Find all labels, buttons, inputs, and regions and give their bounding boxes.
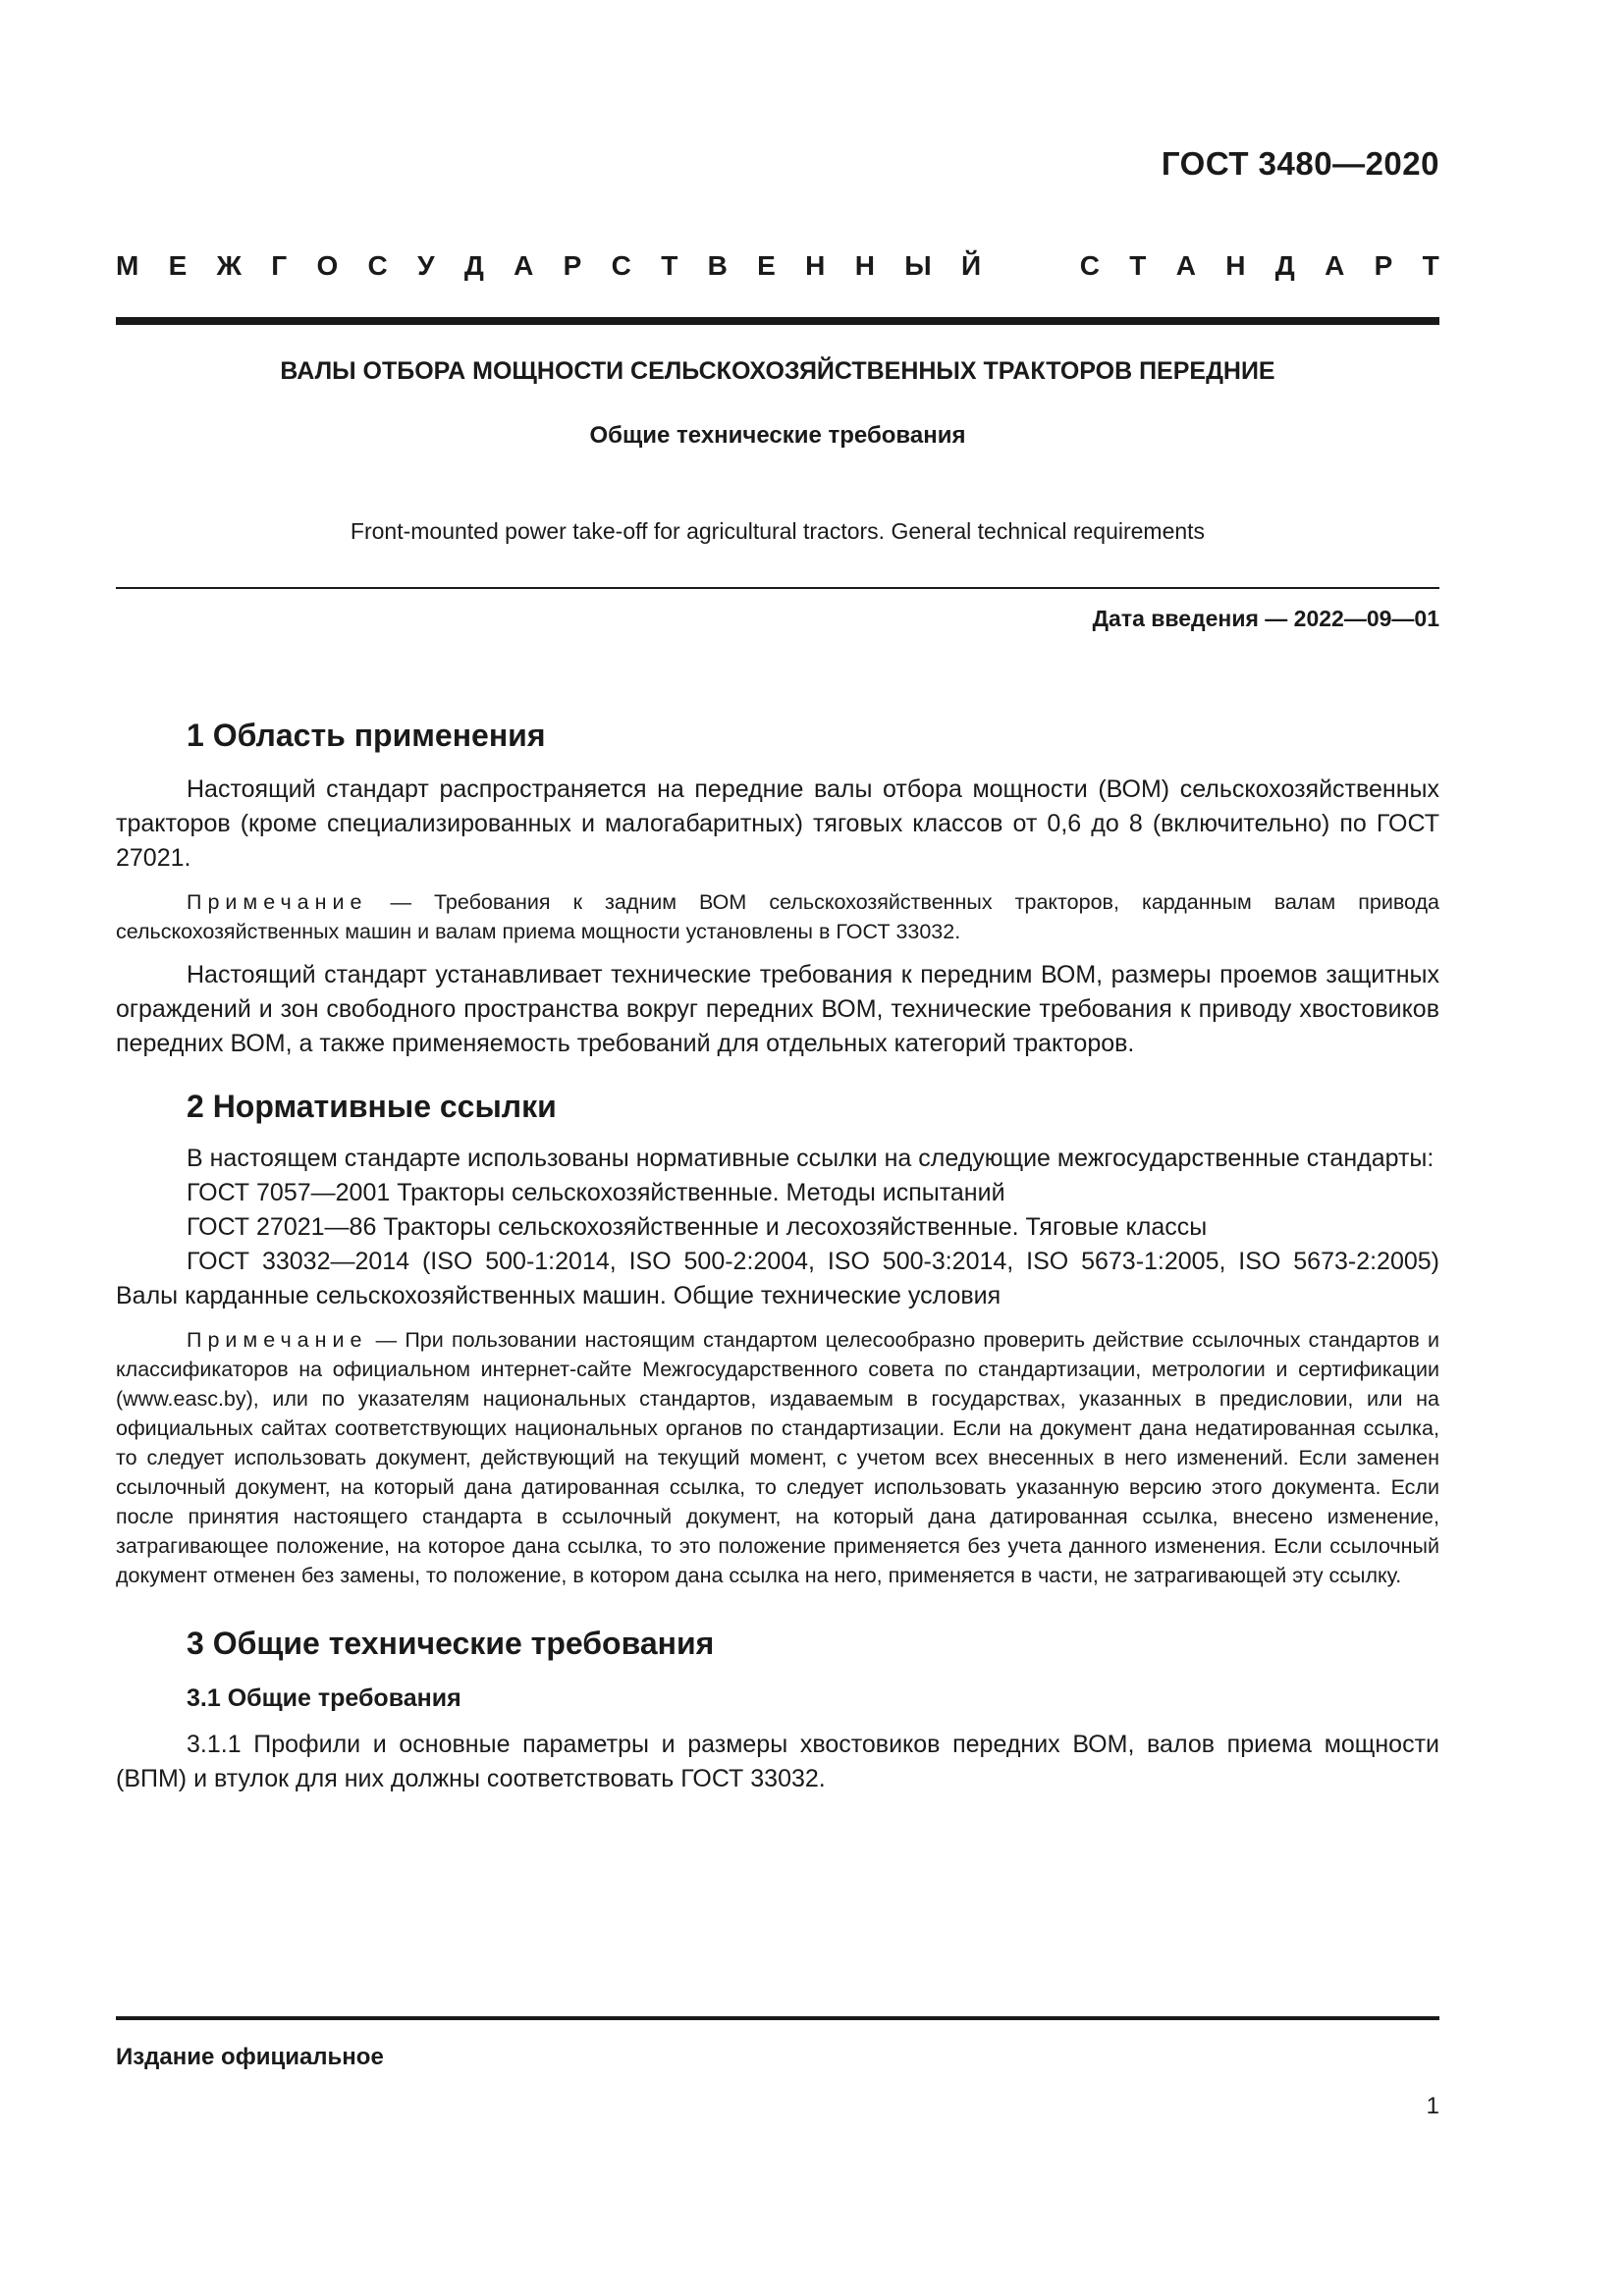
section-heading-requirements: 3 Общие технические требования	[187, 1626, 715, 1661]
banner-letter: О	[316, 250, 339, 281]
banner-letter: Т	[1129, 250, 1147, 281]
note	[116, 887, 1439, 946]
banner-gap	[1010, 250, 1050, 282]
note-label: Примечание	[187, 1328, 368, 1352]
banner-letter: Р	[1374, 250, 1393, 281]
reference-item: ГОСТ 33032—2014 (ISO 500-1:2014, ISO 500-2:2004, ISO 500-3:2014, ISO 5673-1:2005, ISO 5673-2:2005) Валы карданные сельскохозяйственных машин. Общие технические условия	[116, 1248, 1439, 1309]
section-heading-references: 2 Нормативные ссылки	[187, 1089, 557, 1124]
paragraph: В настоящем стандарте использованы нормативные ссылки на следующие межгосударственные стандарты:	[187, 1145, 1435, 1172]
section-heading-scope: 1 Область применения	[187, 718, 546, 753]
note-text: — Требования к задним ВОМ сельскохозяйственных тракторов, карданным валам привода сельскохозяйственных машин и валам приема мощности установлены в ГОСТ 33032.	[116, 890, 1439, 943]
paragraph: Настоящий стандарт распространяется на передние валы отбора мощности (ВОМ) сельскохозяйственных тракторов (кроме специализированных и малогабаритных) тяговых классов от 0,6 до 8 (включительно) по ГОСТ 27021.	[116, 775, 1439, 872]
banner-letter: А	[1325, 250, 1345, 281]
footer-rule	[116, 2016, 1439, 2020]
note	[116, 1325, 1439, 1590]
banner-letter: В	[707, 250, 728, 281]
banner-letter: Р	[563, 250, 582, 281]
banner-letter: С	[611, 250, 631, 281]
document-title: ВАЛЫ ОТБОРА МОЩНОСТИ СЕЛЬСКОХОЗЯЙСТВЕННЫХ ТРАКТОРОВ ПЕРЕДНИЕ	[280, 357, 1275, 385]
banner-letter: Ы	[904, 250, 932, 281]
banner-letter: Е	[757, 250, 776, 281]
title-rule	[116, 587, 1439, 589]
banner-letter: Н	[1225, 250, 1246, 281]
banner-letter: Н	[805, 250, 826, 281]
document-body	[116, 712, 1439, 1796]
note-label: Примечание	[187, 890, 368, 914]
banner-letter: Т	[1422, 250, 1439, 281]
reference-item: ГОСТ 7057—2001 Тракторы сельскохозяйственные. Методы испытаний	[187, 1179, 1005, 1206]
document-subtitle: Общие технические требования	[589, 422, 966, 449]
document-title-english: Front-mounted power take-off for agricultural tractors. General technical requirements	[350, 518, 1206, 544]
banner-letter: А	[1175, 250, 1196, 281]
banner-letter: У	[417, 250, 435, 281]
note-text: — При пользовании настоящим стандартом целесообразно проверить действие ссылочных стандартов и классификаторов на официальном интернет-сайте Межгосударственного совета по стандартизации, метрологии и сертификации (www.easc.by), или по указателям национальных стандартов, издаваемым в государствах, указанных в предисловии, или на официальных сайтах соответствующих национальных органов по стандартизации. Если на документ дана недатированная ссылка, то следует использовать документ, действующий на текущий момент, с учетом всех внесенных в него изменений. Если заменен ссылочный документ, на который дана датированная ссылка, то следует использовать указанную версию этого документа. Если после принятия настоящего стандарта в ссылочный документ, на который дана датированная ссылка, внесено изменение, затрагивающее положение, на которое дана ссылка, то это положение применяется без учета данного изменения. Если ссылочный документ отменен без замены, то положение, в котором дана ссылка на него, применяется в части, не затрагивающей эту ссылку.	[116, 1328, 1439, 1587]
banner-letter: Е	[168, 250, 188, 281]
banner-letter: А	[514, 250, 534, 281]
subsection-heading: 3.1 Общие требования	[187, 1684, 461, 1712]
introduction-date: Дата введения — 2022—09—01	[1092, 606, 1439, 631]
page-number: 1	[1426, 2093, 1439, 2119]
banner-letter: С	[367, 250, 388, 281]
banner-letter: Н	[854, 250, 875, 281]
banner-letter: С	[1079, 250, 1100, 281]
banner-letter: Ж	[216, 250, 242, 281]
edition-label: Издание официальное	[116, 2044, 384, 2070]
banner-letter: Й	[960, 250, 982, 281]
banner-letter: М	[116, 250, 139, 281]
reference-item: ГОСТ 27021—86 Тракторы сельскохозяйственные и лесохозяйственные. Тяговые классы	[187, 1213, 1208, 1241]
banner-letter: Т	[661, 250, 678, 281]
banner-letter: Д	[463, 250, 484, 281]
paragraph: Настоящий стандарт устанавливает технические требования к передним ВОМ, размеры проемов защитных ограждений и зон свободного пространства вокруг передних ВОМ, технические требования к приводу хвостовиков передних ВОМ, а также применяемость требований для отдельных категорий тракторов.	[116, 961, 1439, 1057]
banner-letter: Г	[271, 250, 288, 281]
header-rule	[116, 317, 1439, 325]
paragraph: 3.1.1 Профили и основные параметры и размеры хвостовиков передних ВОМ, валов приема мощности (ВПМ) и втулок для них должны соответствовать ГОСТ 33032.	[116, 1731, 1439, 1792]
banner-letter: Д	[1274, 250, 1295, 281]
document-type-banner	[116, 250, 1439, 282]
document-id: ГОСТ 3480—2020	[1161, 145, 1439, 182]
